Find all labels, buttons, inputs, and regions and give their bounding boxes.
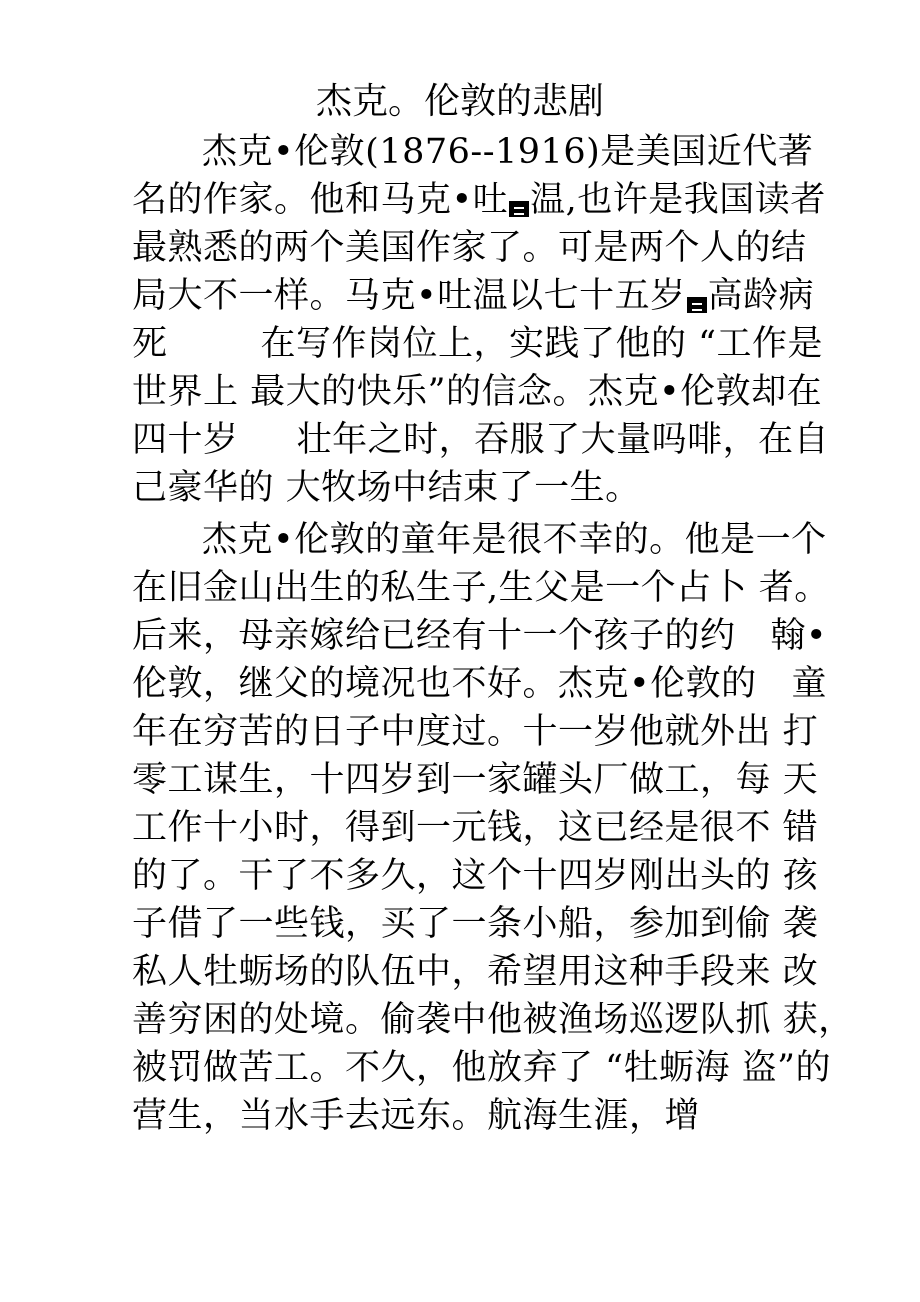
paragraph-line: 死 在写作岗位上，实践了他的 “工作是 (132, 324, 824, 364)
paragraph-line: 年在穷苦的日子中度过。十一岁他就外出 打 (132, 712, 819, 752)
paragraph-line: 后来，母亲嫁给已经有十一个孩子的约 翰• (132, 616, 828, 656)
paragraph-line: 四十岁 壮年之时，吞服了大量吗啡，在自 (132, 420, 830, 460)
paragraph-line: 在旧金山出生的私生子,生父是一个占卜 者。 (132, 568, 830, 608)
paragraph-line: 零工谋生，十四岁到一家罐头厂做工，每 天 (132, 760, 819, 800)
paragraph-line: 伦敦，继父的境况也不好。杰克•伦敦的 童 (132, 664, 828, 704)
line-segment: 名的作家。他和马克•吐 (132, 180, 509, 220)
paragraph-line: 子借了一些钱，买了一条小船，参加到偷 袭 (132, 904, 819, 944)
paragraph-line: 世界上 最大的快乐”的信念。杰克•伦敦却在 (132, 372, 823, 412)
paragraph-line: 杰克•伦敦的童年是很不幸的。他是一个 (202, 520, 827, 560)
page-title: 杰克。伦敦的悲剧 (315, 81, 604, 122)
paragraph-line: 最熟悉的两个美国作家了。可是两个人的结 (132, 228, 807, 268)
glyph-placeholder-icon (687, 297, 707, 313)
paragraph-line (132, 272, 814, 320)
paragraph-line: 杰克•伦敦(1876--1916)是美国近代著 (202, 132, 814, 172)
paragraph-line: 私人牡蛎场的队伍中，希望用这种手段来 改 (132, 952, 819, 992)
line-segment: 温,也许是我国读者 (530, 180, 826, 220)
paragraph-line: 被罚做苦工。不久，他放弃了 “牡蛎海 盗”的 (132, 1048, 832, 1088)
line-segment: 局大不一样。马克•吐温以七十五岁 (132, 276, 686, 316)
paragraph-line: 工作十小时，得到一元钱，这已经是很不 错 (132, 808, 819, 848)
line-segment: 高龄病 (707, 276, 815, 316)
paragraph-line: 的了。干了不多久，这个十四岁刚出头的 孩 (132, 856, 819, 896)
paragraph-line: 营生，当水手去远东。航海生涯，增 (132, 1096, 701, 1136)
paragraph-line: 善穷困的处境。偷袭中他被渔场巡逻队抓 获， (132, 1000, 854, 1040)
paragraph-line (132, 176, 826, 224)
glyph-placeholder-icon (509, 201, 529, 217)
paragraph-line: 己豪华的 大牧场中结束了一生。 (132, 468, 641, 508)
